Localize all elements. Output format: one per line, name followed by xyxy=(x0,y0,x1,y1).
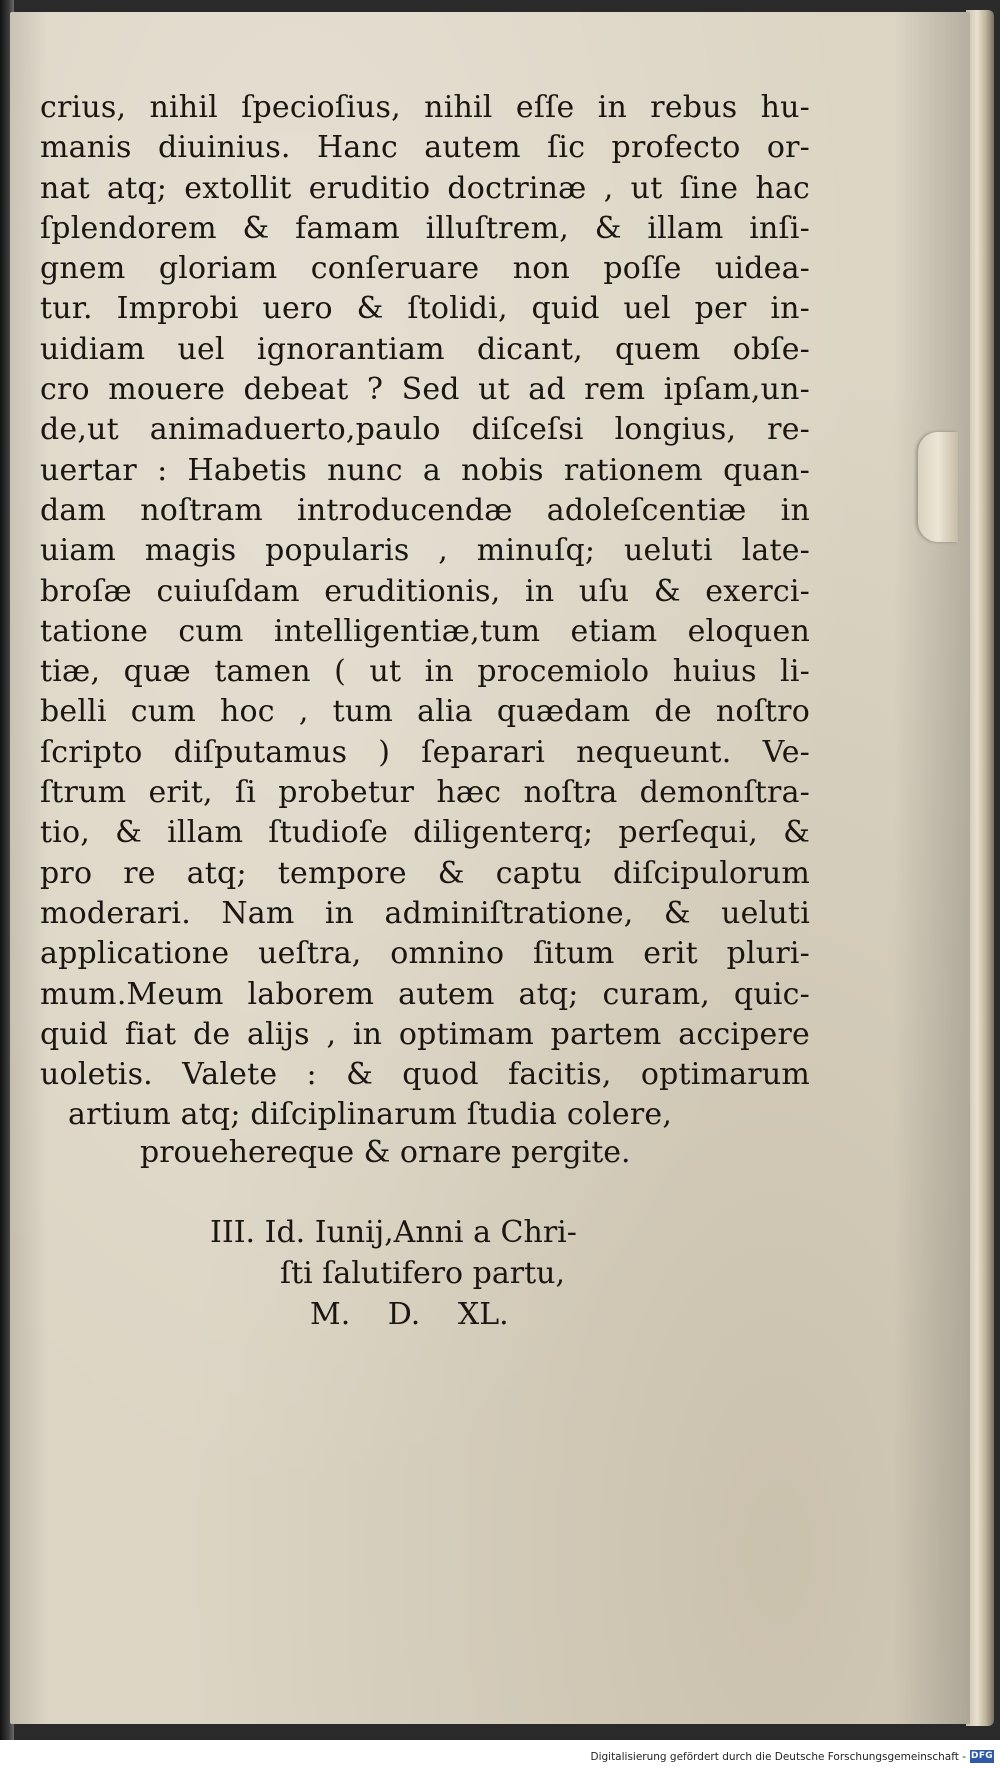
body-text xyxy=(40,88,810,1136)
text-line: dam noſtram introducendæ adoleſcentiæ in xyxy=(40,492,810,528)
year-line: M. D. XL. xyxy=(310,1297,509,1332)
text-line: cro mouere debeat ? Sed ut ad rem ipſam,un- xyxy=(40,372,810,408)
text-line: belli cum hoc , tum alia quædam de noſtro xyxy=(40,694,810,730)
text-line: uoletis. Valete : & quod facitis, optimarum xyxy=(40,1057,810,1093)
closing-line: prouehereque & ornare pergite. xyxy=(140,1135,631,1170)
text-line: moderari. Nam in adminiſtratione, & ueluti xyxy=(40,895,810,931)
text-line: artium atq; diſciplinarum ſtudia colere, xyxy=(68,1097,673,1133)
text-line: de,ut animaduerto,paulo diſceſsi longius, re- xyxy=(40,412,810,448)
text-line: tiæ, quæ tamen ( ut in procemiolo huius li- xyxy=(40,654,810,690)
funding-credit: Digitalisierung gefördert durch die Deutsche Forschungsgemeinschaft - xyxy=(590,1751,966,1763)
page-edge xyxy=(966,10,994,1726)
closing-text xyxy=(40,1133,810,1173)
text-line: tio, & illam ſtudioſe diligenterq; perſequi, & xyxy=(40,815,810,851)
text-line: tur. Improbi uero & ſtolidi, quid uel per in- xyxy=(40,291,810,327)
dfg-logo: DFG xyxy=(971,1751,993,1761)
text-line: broſæ cuiuſdam eruditionis, in uſu & exerci- xyxy=(40,573,810,609)
text-line: manis diuinius. Hanc autem ſic profecto or- xyxy=(40,130,810,166)
text-line: mum.Meum laborem autem atq; curam, quic- xyxy=(40,976,810,1012)
text-line: pro re atq; tempore & captu diſcipulorum xyxy=(40,855,810,891)
text-line: tatione cum intelligentiæ,tum etiam eloquen xyxy=(40,613,810,649)
text-line: uidiam uel ignorantiam dicant, quem obſe- xyxy=(40,331,810,367)
bookmark-tab xyxy=(918,432,958,542)
text-line: ſcripto diſputamus ) ſeparari nequeunt. Ve- xyxy=(40,734,810,770)
text-line: crius, nihil ſpecioſius, nihil eſſe in rebus hu- xyxy=(40,90,810,125)
date-line: III. Id. Iunij,Anni a Chri- xyxy=(210,1215,577,1250)
text-line: applicatione ueſtra, omnino ſitum erit pluri- xyxy=(40,936,810,972)
text-line: gnem gloriam conſeruare non poſſe uidea- xyxy=(40,251,810,287)
text-line: ſtrum erit, ſi probetur hæc noſtra demonſtra- xyxy=(40,775,810,811)
text-line: uertar : Habetis nunc a nobis rationem quan- xyxy=(40,452,810,488)
date-line: ſti ſalutifero partu, xyxy=(280,1256,565,1291)
text-line: quid fiat de alijs , in optimam partem accipere xyxy=(40,1016,810,1052)
text-line: nat atq; extollit eruditio doctrinæ , ut ſine hac xyxy=(40,170,810,206)
text-line: ſplendorem & famam illuſtrem, & illam inſi- xyxy=(40,210,810,246)
text-line: uiam magis popularis , minuſq; ueluti late- xyxy=(40,533,810,569)
date-block xyxy=(150,1212,710,1335)
